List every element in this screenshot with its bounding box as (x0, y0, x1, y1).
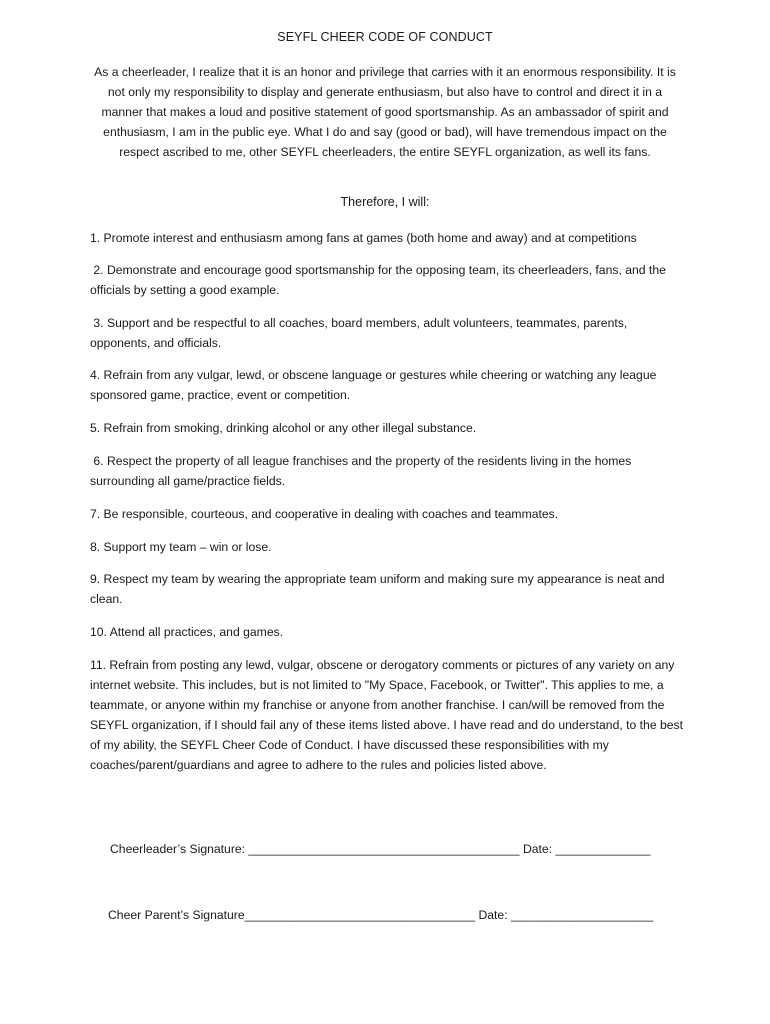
therefore-line: Therefore, I will: (340, 195, 430, 209)
conduct-item-7: 7. Be responsible, courteous, and cooperative in dealing with coaches and teammates. (90, 507, 559, 521)
parent-signature-line[interactable]: Cheer Parent’s Signature__________________________________ Date: _____________________ (108, 908, 654, 922)
document-title: SEYFL CHEER CODE OF CONDUCT (277, 30, 493, 44)
intro-paragraph: As a cheerleader, I realize that it is an honor and privilege that carries with it an enormous responsibility. It is not only my responsibility to display and generate enthusiasm, but also have to control and direct it in a manner that makes a loud and positive statement of good sportsmanship. As an ambassador of spirit and enthusiasm, I am in the public eye. What I do and say (good or bad), will have tremendous impact on the respect ascribed to me, other SEYFL cheerleaders, the entire SEYFL organization, as well its fans. (94, 65, 676, 159)
conduct-item-1: 1. Promote interest and enthusiasm among fans at games (both home and away) and at competitions (90, 231, 637, 245)
cheerleader-signature-line[interactable]: Cheerleader’s Signature: ________________________________________ Date: ______________ (110, 842, 651, 856)
conduct-item-5: 5. Refrain from smoking, drinking alcohol or any other illegal substance. (90, 421, 477, 435)
conduct-list (90, 228, 690, 775)
conduct-item-10: 10. Attend all practices, and games. (90, 625, 284, 639)
conduct-item-4: 4. Refrain from any vulgar, lewd, or obscene language or gestures while cheering or watching any league sponsored game, practice, event or competition. (90, 368, 660, 402)
conduct-item-11: 11. Refrain from posting any lewd, vulgar, obscene or derogatory comments or pictures of any variety on any internet website. This includes, but is not limited to "My Space, Facebook, or Twitter". This applies to me, a teammate, or anyone within my franchise or anyone from another franchise. I can/will be removed from the SEYFL organization, if I should fail any of these items listed above. I have read and do understand, to the best of my ability, the SEYFL Cheer Code of Conduct. I have discussed these responsibilities with my coaches/parent/guardians and agree to adhere to the rules and policies listed above. (90, 658, 687, 772)
conduct-item-9: 9. Respect my team by wearing the appropriate team uniform and making sure my appearance is neat and clean. (90, 572, 668, 606)
conduct-item-2: 2. Demonstrate and encourage good sportsmanship for the opposing team, its cheerleaders, fans, and the officials by setting a good example. (90, 263, 670, 297)
conduct-item-8: 8. Support my team – win or lose. (90, 540, 272, 554)
conduct-item-6: 6. Respect the property of all league franchises and the property of the residents living in the homes surrounding all game/practice fields. (90, 454, 635, 488)
conduct-item-3: 3. Support and be respectful to all coaches, board members, adult volunteers, teammates, parents, opponents, and officials. (90, 316, 631, 350)
